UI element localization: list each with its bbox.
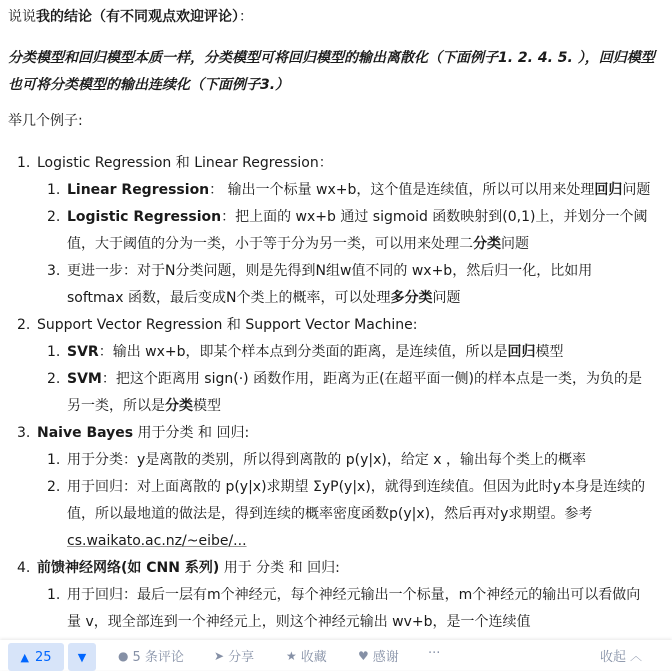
title-text: 用于 分类 和 回归: bbox=[219, 560, 340, 576]
sub-list-item bbox=[0, 258, 672, 312]
sub-list bbox=[0, 339, 672, 420]
list-number: 4. bbox=[17, 560, 31, 576]
title-bold: Naive Bayes bbox=[37, 425, 134, 441]
intro-line bbox=[8, 7, 253, 27]
share-label: 分享 bbox=[228, 650, 255, 665]
favorite-label: 收藏 bbox=[300, 650, 327, 665]
triangle-up-icon: ▲ bbox=[20, 650, 29, 664]
share-button[interactable] bbox=[214, 646, 254, 665]
favorite-button[interactable] bbox=[286, 646, 327, 665]
comment-icon: ● bbox=[118, 648, 129, 663]
sub-text: 模型 bbox=[535, 344, 564, 360]
title-text: Support Vector Regression 和 Support Vector Machine: bbox=[37, 317, 418, 333]
comments-label: 5 条评论 bbox=[132, 650, 184, 665]
list-item-title bbox=[0, 312, 672, 339]
more-label: ··· bbox=[428, 646, 441, 661]
list-item-title bbox=[0, 150, 672, 177]
sub-list bbox=[0, 447, 672, 555]
sub-number: 2. bbox=[47, 479, 61, 495]
sub-number: 1. bbox=[47, 452, 61, 468]
list-item bbox=[0, 312, 672, 420]
list-number: 2. bbox=[17, 317, 31, 333]
reference-link[interactable]: cs.waikato.ac.nz/~eibe/... bbox=[67, 533, 247, 549]
list-number: 3. bbox=[17, 425, 31, 441]
list-item bbox=[0, 150, 672, 312]
list-item-title bbox=[0, 420, 672, 447]
sub-list-item bbox=[0, 447, 672, 474]
sub-text: 用于分类：y是离散的类别，所以得到离散的 p(y|x)，给定 x ，输出每个类上的概率 bbox=[67, 452, 587, 468]
sub-bold: 分类 bbox=[165, 398, 193, 414]
sub-bold: Linear Regression bbox=[67, 182, 210, 198]
sub-number: 2. bbox=[47, 371, 61, 387]
sub-number: 2. bbox=[47, 209, 61, 225]
thanks-label: 感谢 bbox=[372, 650, 399, 665]
sub-bold: 回归 bbox=[594, 182, 623, 198]
chevron-up-icon: ︿ bbox=[630, 649, 643, 663]
sub-text: 问题 bbox=[432, 290, 461, 306]
intro-text: 说说 bbox=[8, 9, 36, 25]
sub-bold: 回归 bbox=[507, 344, 536, 360]
sub-number: 1. bbox=[47, 182, 61, 198]
star-icon: ★ bbox=[286, 648, 297, 663]
answer-action-bar bbox=[0, 640, 672, 670]
intro-bold: 我的结论（有不同观点欢迎评论） bbox=[36, 9, 239, 25]
triangle-down-icon: ▼ bbox=[77, 650, 87, 664]
sub-text: ： 输出一个标量 wx+b，这个值是连续值，所以可以用来处理 bbox=[209, 182, 595, 198]
sub-number: 1. bbox=[47, 344, 61, 360]
sub-number: 1. bbox=[47, 587, 61, 603]
list-item bbox=[0, 555, 672, 636]
title-bold: 前馈神经网络(如 CNN 系列) bbox=[37, 560, 220, 576]
collapse-button[interactable] bbox=[600, 646, 642, 665]
thanks-button[interactable] bbox=[358, 646, 399, 665]
sub-number: 3. bbox=[47, 263, 61, 279]
intro-colon: ： bbox=[239, 9, 253, 25]
sub-list-item bbox=[0, 339, 672, 366]
examples-heading: 举几个例子: bbox=[8, 113, 83, 129]
sub-text: 更进一步：对于N分类问题，则是先得到N组w值不同的 wx+b，然后归一化，比如用 softmax 函数，最后变成N个类上的概率，可以处理 bbox=[67, 263, 593, 306]
vote-count: 25 bbox=[34, 649, 52, 665]
title-text: Logistic Regression 和 Linear Regression： bbox=[37, 155, 333, 171]
vote-up-button[interactable] bbox=[8, 643, 64, 671]
examples-list bbox=[0, 150, 672, 636]
sub-bold: SVR bbox=[67, 344, 99, 360]
sub-text: ：把上面的 wx+b 通过 sigmoid 函数映射到(0,1)上，并划分一个阈值，大于阈值的分为一类，小于等于分为另一类，可以用来处理二 bbox=[67, 209, 648, 252]
comments-button[interactable] bbox=[118, 646, 184, 665]
vote-down-button[interactable] bbox=[68, 643, 96, 671]
sub-list-item bbox=[0, 474, 672, 555]
sub-bold: 分类 bbox=[473, 236, 501, 252]
sub-text: ：输出 wx+b，即某个样本点到分类面的距离，是连续值，所以是 bbox=[98, 344, 508, 360]
sub-text: 用于回归：最后一层有m个神经元，每个神经元输出一个标量，m个神经元的输出可以看做向量 v，现全部连到一个神经元上，则这个神经元输出 wv+b，是一个连续值 bbox=[67, 587, 641, 630]
heart-icon: ♥ bbox=[358, 648, 369, 663]
sub-list-item bbox=[0, 204, 672, 258]
sub-text: ：把这个距离用 sign(·) 函数作用，距离为正(在超平面一侧)的样本点是一类，为负的是另一类，所以是 bbox=[67, 371, 642, 414]
sub-text: 问题 bbox=[501, 236, 529, 252]
more-button[interactable] bbox=[428, 646, 440, 661]
sub-list bbox=[0, 582, 672, 636]
sub-text: 用于回归：对上面离散的 p(y|x)求期望 ΣyP(y|x)，就得到连续值。但因为此时y本身是连续的值，所以最地道的做法是，得到连续的概率密度函数p(y|x)，然后再对y求期望。参考 bbox=[67, 479, 646, 522]
sub-bold: SVM bbox=[67, 371, 102, 387]
sub-list-item bbox=[0, 177, 672, 204]
list-item-title bbox=[0, 555, 672, 582]
collapse-label: 收起 bbox=[600, 650, 627, 665]
sub-bold: Logistic Regression bbox=[67, 209, 222, 225]
conclusion-paragraph: 分类模型和回归模型本质一样，分类模型可将回归模型的输出离散化（下面例子1. 2. 4. 5. ），回归模型也可将分类模型的输出连续化（下面例子3.） bbox=[8, 50, 655, 93]
list-number: 1. bbox=[17, 155, 31, 171]
sub-list-item bbox=[0, 366, 672, 420]
share-icon: ➤ bbox=[214, 648, 225, 663]
sub-bold: 多分类 bbox=[390, 290, 433, 306]
list-item bbox=[0, 420, 672, 555]
sub-list bbox=[0, 177, 672, 312]
sub-text: 模型 bbox=[193, 398, 221, 414]
sub-text: 问题 bbox=[622, 182, 651, 198]
sub-list-item bbox=[0, 582, 672, 636]
title-text: 用于分类 和 回归: bbox=[133, 425, 250, 441]
